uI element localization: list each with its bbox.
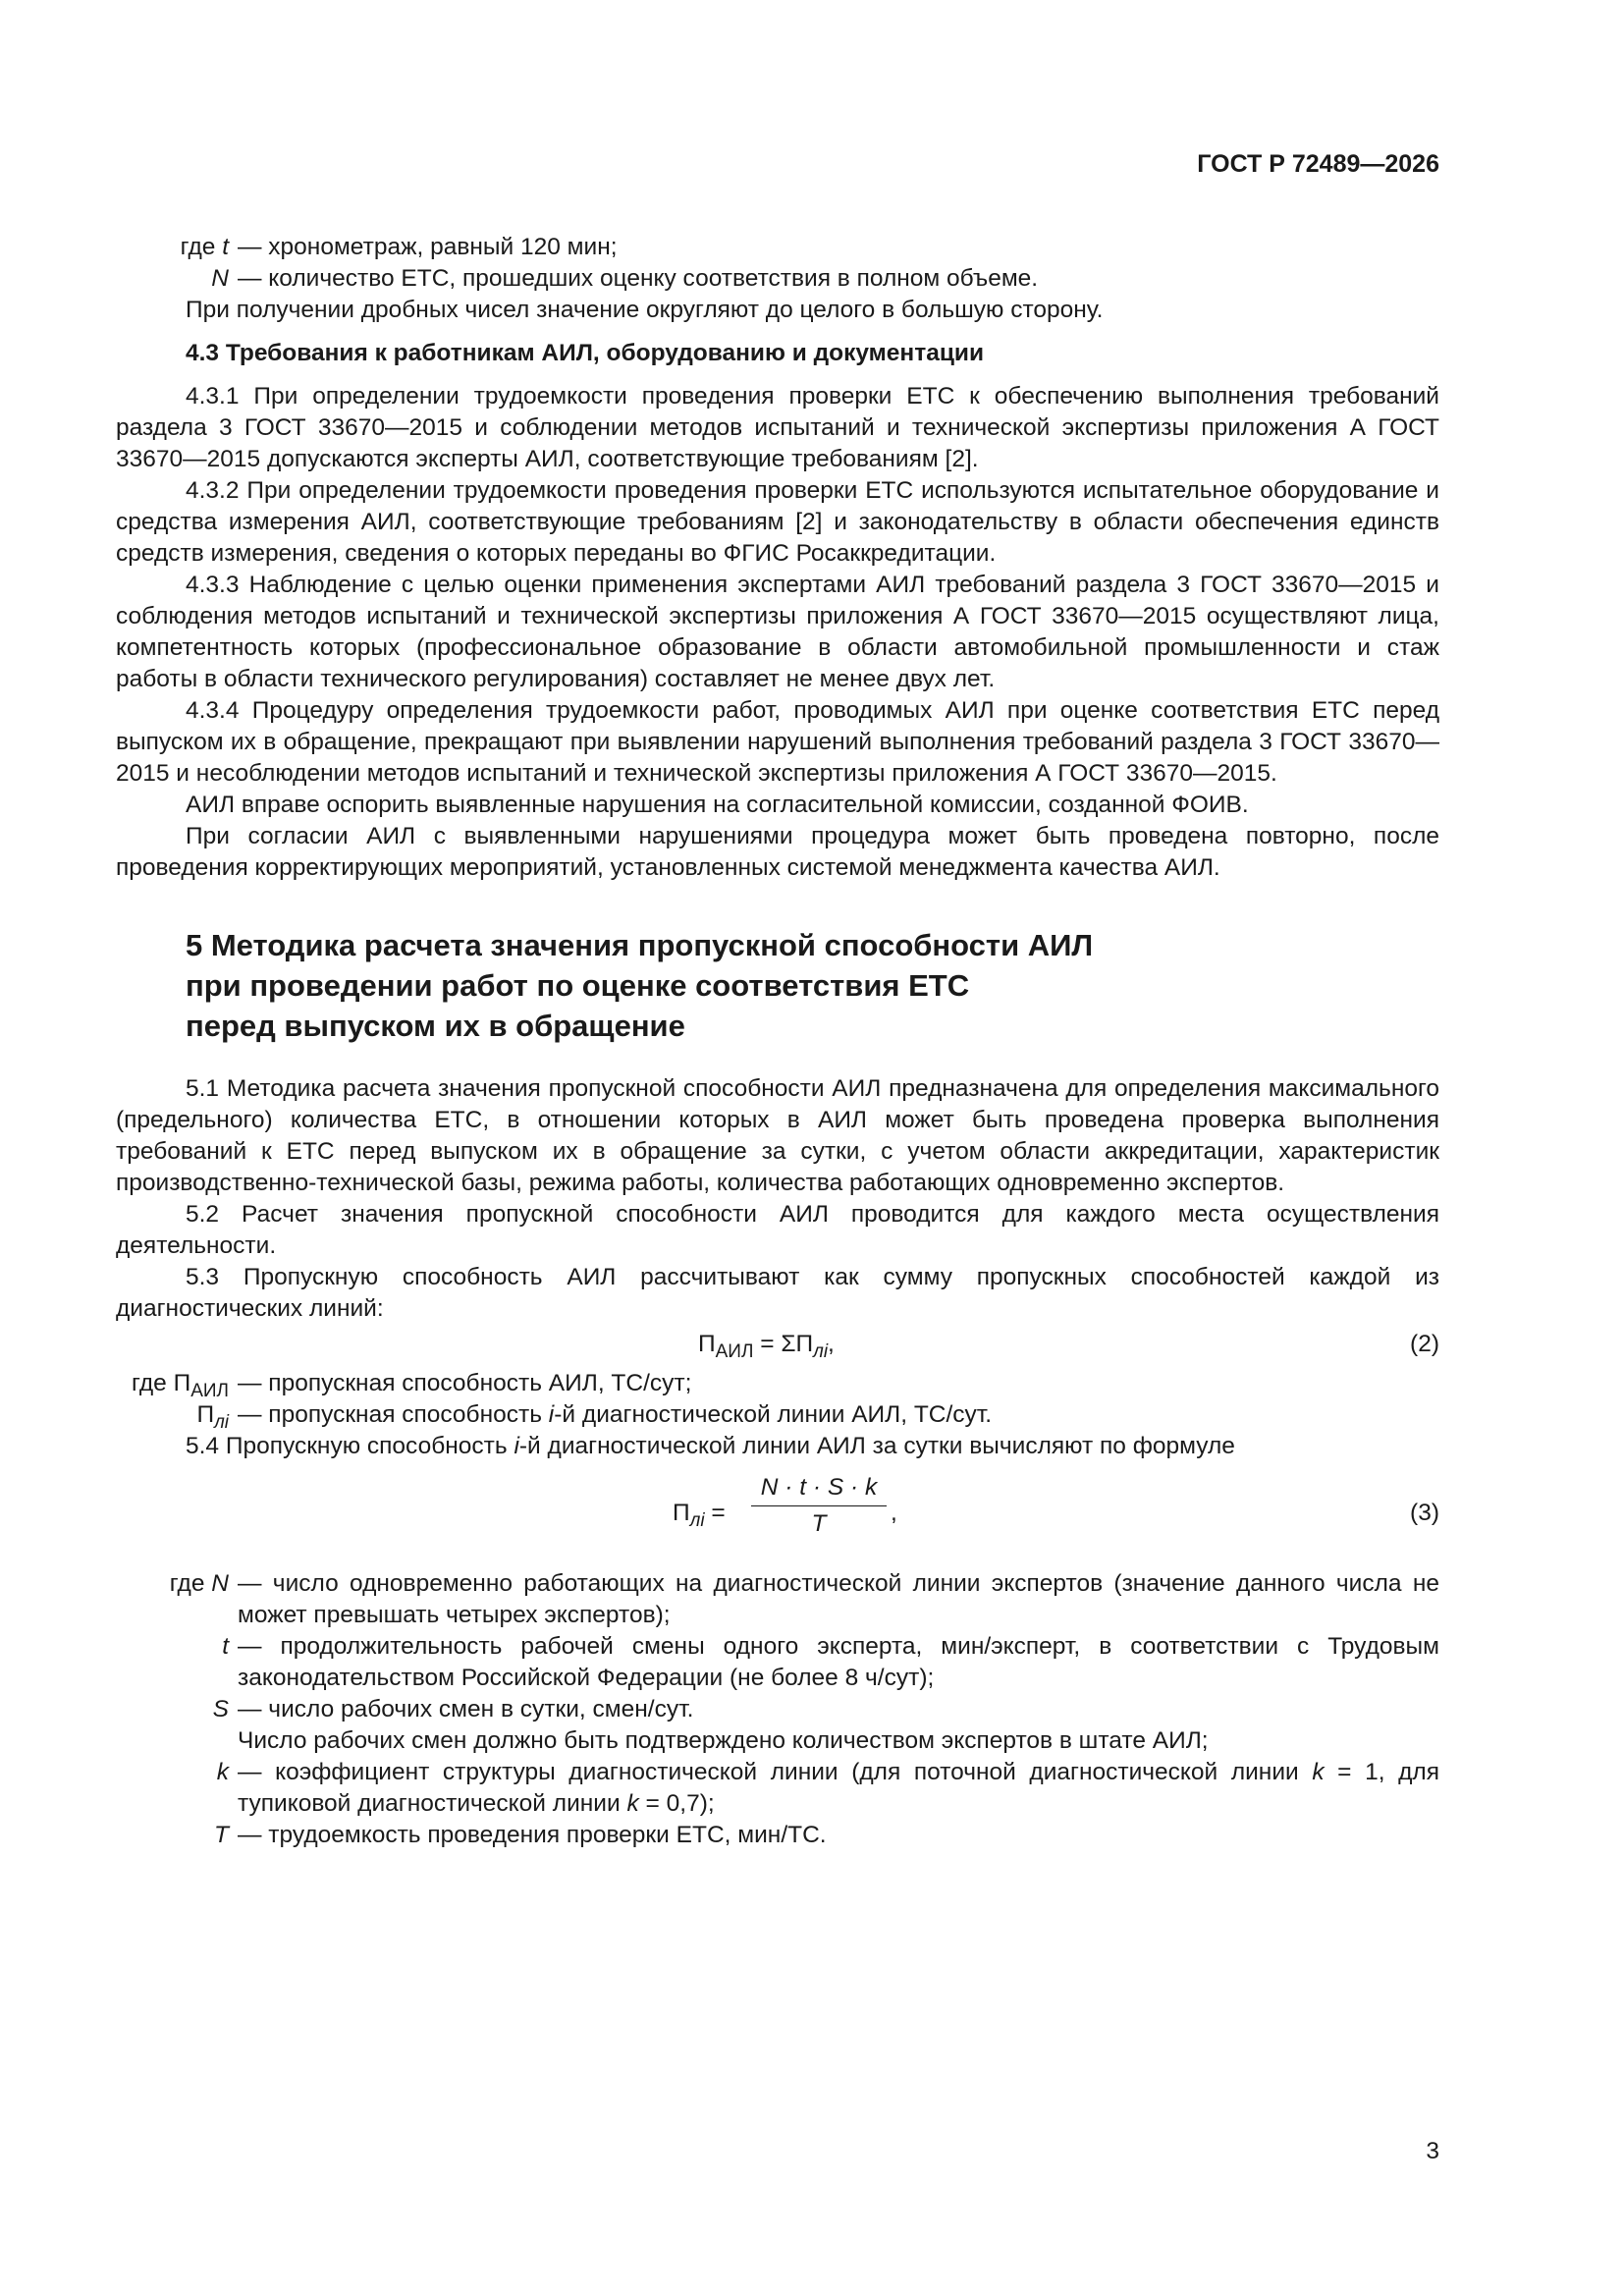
paragraph-rounding: При получении дробных чисел значение округляют до целого в большую сторону. — [186, 297, 1104, 323]
formula-2-expression: $П_{АИЛ} = \Sigma П_{лi}$, — [698, 1331, 835, 1362]
formula-3-number: (3) — [1410, 1500, 1439, 1526]
symbol-definitions-3 — [116, 1568, 1439, 1851]
formula-3-lhs: $П_{лi}$ = — [673, 1500, 726, 1531]
formula-2 — [116, 1325, 1439, 1368]
symbol-description: — пропускная способность АИЛ, ТС/сут; — [238, 1370, 692, 1396]
paragraph-4-3-4: 4.3.4 Процедуру определения трудоемкости работ, проводимых АИЛ при оценке соответствия ЕТС перед выпуском их в обращение, прекращают при выявлении нарушений выполнения требований раздела 3 ГОСТ 33670—2015 и несоблюдении методов испытаний и технической экспертизы приложения А ГОСТ 33670—2015. — [116, 697, 1439, 787]
document-header-code: ГОСТ Р 72489—2026 — [1197, 150, 1439, 178]
formula-3-denominator: T — [811, 1510, 827, 1537]
symbol-label: t — [222, 1633, 229, 1660]
symbol-label: k — [216, 1759, 229, 1785]
section-heading-5 — [186, 925, 1439, 1046]
symbol-label: S — [212, 1696, 229, 1722]
paragraph-4-3-3: 4.3.3 Наблюдение с целью оценки применения экспертами АИЛ требований раздела 3 ГОСТ 33670—2015 и соблюдения методов испытаний и технической экспертизы приложения А ГОСТ 33670—2015 осуществляют лица, компетентность которых (профессиональное образование в области автомобильной промышленности и стаж работы в области технического регулирования) составляет не менее двух лет. — [116, 572, 1439, 692]
paragraph-5-3: 5.3 Пропускную способность АИЛ рассчитывают как сумму пропускных способностей каждой из диагностических линий: — [116, 1264, 1439, 1322]
formula-3-comma: , — [891, 1500, 897, 1526]
symbol-description: — продолжительность рабочей смены одного эксперта, мин/эксперт, в соответствии с Трудовым законодательством Российской Федерации (не более 8 ч/сут); — [238, 1633, 1439, 1691]
section-heading-5-line: перед выпуском их в обращение — [186, 1009, 685, 1043]
formula-3-numerator: N · t · S · k — [760, 1474, 878, 1501]
section-heading-4-3: 4.3 Требования к работникам АИЛ, оборудованию и документации — [186, 340, 985, 366]
symbol-label: T — [214, 1822, 229, 1848]
paragraph-5-1: 5.1 Методика расчета значения пропускной способности АИЛ предназначена для определения максимального (предельного) количества ЕТС, в отношении которых в АИЛ может быть проведена проверка выполнения требований к ЕТС перед выпуском их в обращение за сутки, с учетом области аккредитации, характеристик производственно-технической базы, режима работы, количества работающих одновременно экспертов. — [116, 1075, 1439, 1196]
symbol-description: — трудоемкость проведения проверки ЕТС, мин/ТС. — [238, 1822, 827, 1848]
document-page — [116, 0, 1439, 2296]
page-number: 3 — [1426, 2138, 1439, 2164]
symbol-label: $П_{лi}$ — [196, 1401, 229, 1433]
paragraph-4-3-2: 4.3.2 При определении трудоемкости проведения проверки ЕТС используются испытательное оборудование и средства измерения АИЛ, соответствующие требованиям [2] и законодательству в области обеспечения единств средств измерения, сведения о которых переданы во ФГИС Росаккредитации. — [116, 477, 1439, 567]
symbol-definitions-1 — [116, 232, 1439, 295]
page-content — [116, 232, 1439, 1851]
formula-3-fraction — [751, 1472, 887, 1540]
paragraph-5-2: 5.2 Расчет значения пропускной способности АИЛ проводится для каждого места осуществления деятельности. — [116, 1201, 1439, 1259]
symbol-description-continuation: Число рабочих смен должно быть подтверждено количеством экспертов в штате АИЛ; — [238, 1727, 1209, 1754]
symbol-label: где N — [169, 1570, 229, 1597]
symbol-description: — хронометраж, равный 120 мин; — [238, 234, 618, 260]
paragraph-dispute: АИЛ вправе оспорить выявленные нарушения на согласительной комиссии, созданной ФОИВ. — [186, 792, 1249, 818]
fraction-bar — [751, 1505, 887, 1506]
symbol-description: — число одновременно работающих на диагностической линии экспертов (значение данного числа не может превышать четырех экспертов); — [238, 1570, 1439, 1628]
paragraph-4-3-1: 4.3.1 При определении трудоемкости проведения проверки ЕТС к обеспечению выполнения требований раздела 3 ГОСТ 33670—2015 и соблюдении методов испытаний и технической экспертизы приложения А ГОСТ 33670—2015 допускаются эксперты АИЛ, соответствующие требованиям [2]. — [116, 383, 1439, 472]
symbol-label: N — [211, 265, 229, 292]
symbol-description: — число рабочих смен в сутки, смен/сут. — [238, 1696, 694, 1722]
symbol-description: — количество ЕТС, прошедших оценку соответствия в полном объеме. — [238, 265, 1039, 292]
symbol-label: где t — [180, 234, 229, 260]
paragraph-repeat: При согласии АИЛ с выявленными нарушениями процедура может быть проведена повторно, после проведения корректирующих мероприятий, установленных системой менеджмента качества АИЛ. — [116, 823, 1439, 881]
paragraph-5-4: 5.4 Пропускную способность i-й диагностической линии АИЛ за сутки вычисляют по формуле — [186, 1433, 1235, 1459]
formula-2-number: (2) — [1410, 1331, 1439, 1357]
symbol-label: где $П_{АИЛ}$ — [132, 1370, 229, 1401]
symbol-description: — пропускная способность i-й диагностической линии АИЛ, ТС/сут. — [238, 1401, 993, 1428]
section-heading-5-line: 5 Методика расчета значения пропускной способности АИЛ — [186, 928, 1094, 962]
symbol-definitions-2 — [116, 1368, 1439, 1431]
section-heading-5-line: при проведении работ по оценке соответствия ЕТС — [186, 968, 970, 1003]
symbol-description: — коэффициент структуры диагностической линии (для поточной диагностической линии k = 1, для тупиковой диагностической линии k = 0,7); — [238, 1759, 1439, 1817]
formula-3 — [116, 1468, 1439, 1562]
